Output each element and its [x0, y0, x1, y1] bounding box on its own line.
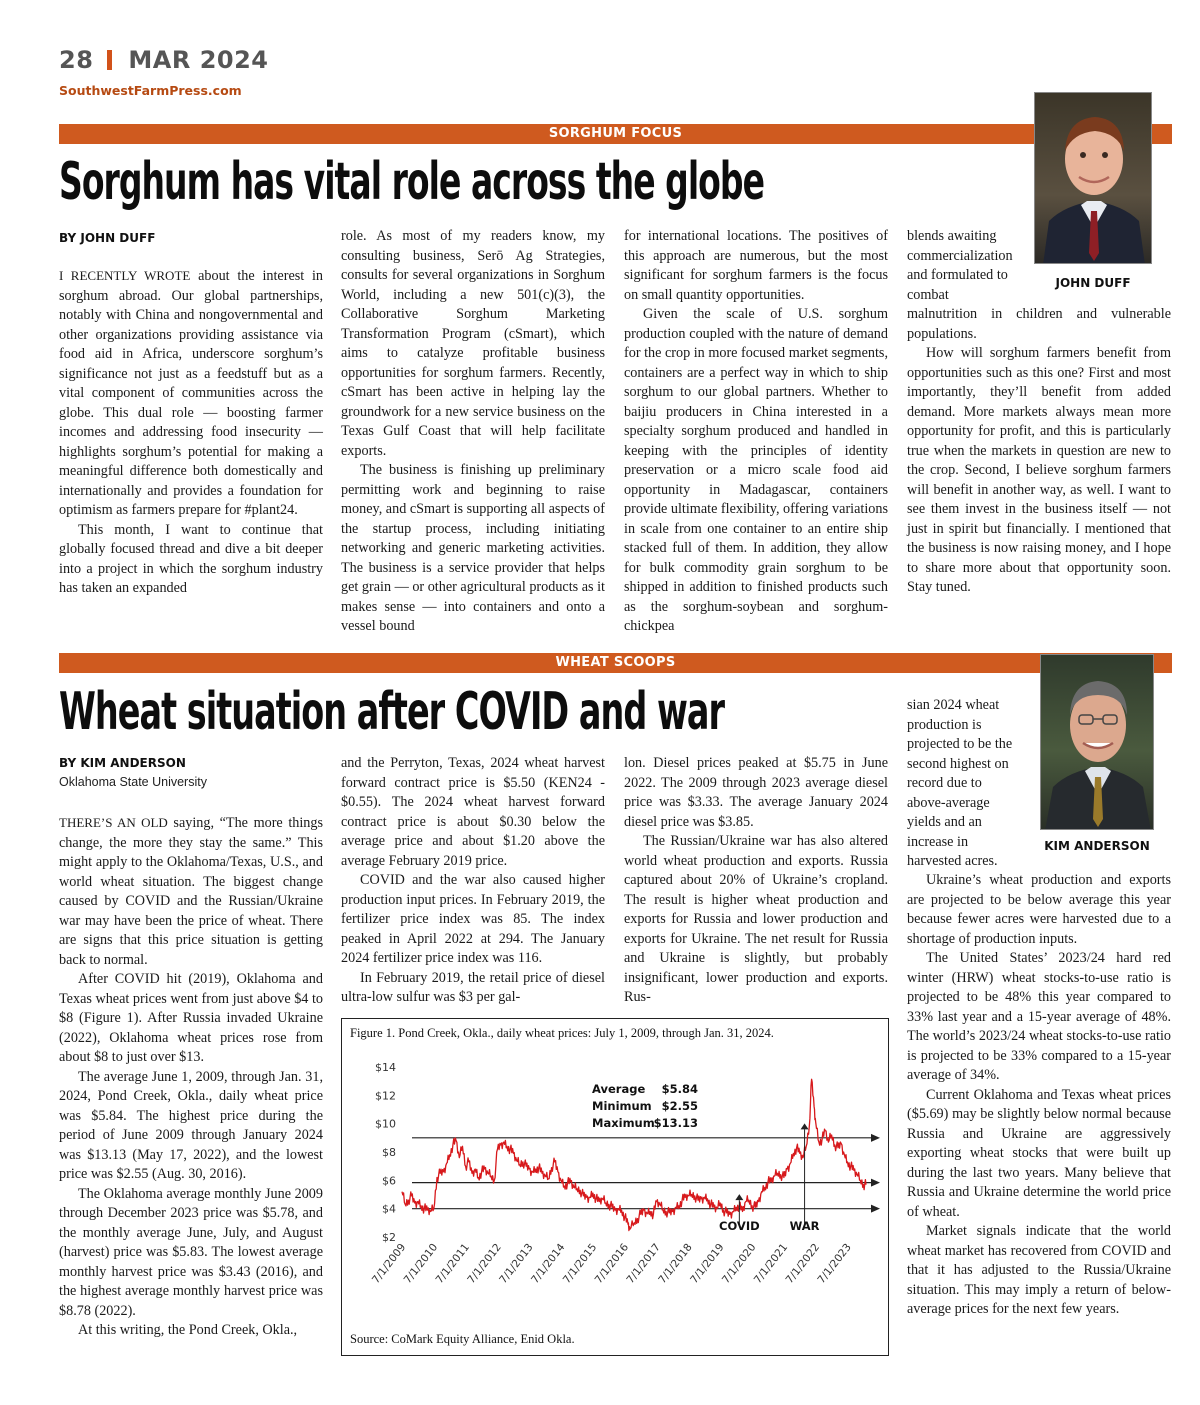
y-tick-label: $4	[382, 1202, 396, 1216]
author-photo-john-duff	[1034, 92, 1152, 264]
paragraph: and the Perryton, Texas, 2024 wheat harvest forward contract price is $5.50 (KEN24 - $0.55). The 2024 wheat harvest forward contract price is about $0.30 below the average price and about $1.20 above the average February 2019 price.	[341, 755, 605, 869]
paragraph: The United States’ 2023/24 hard red winter (HRW) wheat stocks-to-use ratio is projected to be 48% this year compared to 33% last year and a 15-year average of 48%. The world’s 2023/24 wheat stocks-to-use ratio is projected to be 33% compared to a 15-year average of 34%.	[907, 950, 1171, 1083]
paragraph: blends awaiting commercialization and formulated to combat	[907, 228, 1013, 303]
wheat-column-3	[624, 754, 888, 1008]
y-tick-label: $2	[382, 1231, 396, 1244]
annotation-label: WAR	[789, 1219, 820, 1233]
section-label: WHEAT SCOOPS	[555, 655, 676, 670]
x-tick-label: 7/1/2010	[401, 1241, 441, 1287]
x-tick-label: 7/1/2020	[719, 1241, 759, 1287]
paragraph: The business is finishing up preliminary permitting work and beginning to raise money, and cSmart is supporting all aspects of the startup process, including initiating networking and generic marketing activities. The business is a service provider that helps get grain — or other agricultural products as it makes sense — into containers and onto a vessel bound	[341, 462, 605, 634]
paragraph-text: about the interest in sorghum abroad. Our global partnerships, notably with China and nongovernmental and other organizations providing assistance via food aid in Africa, underscore sorghum’s significance not just as a feedstuff but as a vital component of communities across the globe. This dual role — boosting farmer incomes and addressing food insecurity — highlights sorghum’s potential for making a meaningful difference both domestically and internationally and provides a foundation for optimism as farmers prepare for #plant24.	[59, 268, 323, 518]
y-tick-label: $6	[382, 1174, 396, 1188]
sorghum-column-2	[341, 227, 605, 637]
sorghum-column-4	[907, 305, 1171, 598]
byline-sorghum: BY JOHN DUFF	[59, 231, 156, 245]
y-tick-label: $8	[382, 1146, 396, 1159]
paragraph: The average June 1, 2009, through Jan. 31, 2024, Pond Creek, Okla., daily wheat price was $5.84. The highest price during the period of June 2009 through January 2024 was $13.13 (May 17, 2022), and the lowest price was $2.55 (Aug. 30, 2016).	[59, 1068, 323, 1182]
x-tick-label: 7/1/2015	[560, 1241, 600, 1287]
paragraph: Market signals indicate that the world wheat market has recovered from COVID and that it has adjusted to the Russia/Ukraine situation. This may imply a return of below-average prices for the next few years.	[907, 1223, 1171, 1317]
paragraph: COVID and the war also caused higher production input prices. In February 2019, the fertilizer price index was 85. The index peaked in April 2022 at 294. The January 2024 fertilizer price index was 116.	[341, 872, 605, 966]
paragraph: The Oklahoma average monthly June 2009 through December 2023 price was $5.78, and the monthly average June, July, and August (harvest) price was $5.83. The lowest average monthly harvest price was $3.43 (2016), and the highest average monthly harvest price was $8.78 (2022).	[59, 1185, 323, 1319]
author-affiliation: Oklahoma State University	[59, 775, 207, 789]
headline-wheat: Wheat situation after COVID and war	[59, 682, 725, 742]
author-photo-kim-anderson	[1040, 654, 1154, 830]
y-tick-label: $12	[375, 1089, 396, 1103]
stat-label: Maximum	[592, 1116, 655, 1130]
paragraph: At this writing, the Pond Creek, Okla.,	[78, 1322, 298, 1338]
y-tick-label: $10	[375, 1117, 396, 1131]
portrait-illustration	[1035, 93, 1152, 264]
figure-source: Source: CoMark Equity Alliance, Enid Okla.	[350, 1332, 575, 1346]
x-tick-label: 7/1/2013	[497, 1241, 536, 1287]
section-band-sorghum	[59, 124, 1172, 144]
portrait-illustration	[1041, 655, 1154, 830]
x-tick-label: 7/1/2014	[528, 1241, 568, 1287]
paragraph: After COVID hit (2019), Oklahoma and Texas wheat prices went from just above $4 to $8 (Figure 1). After Russia invaded Ukraine (2022), Oklahoma wheat prices rose from about $8 to just over $13.	[59, 971, 323, 1065]
reference-arrow-average	[871, 1179, 880, 1187]
x-tick-label: 7/1/2012	[465, 1241, 504, 1287]
page-folio	[59, 46, 269, 74]
wheat-column-4-narrow	[907, 696, 1019, 872]
x-tick-label: 7/1/2022	[783, 1241, 823, 1287]
reference-arrow-minimum	[871, 1205, 880, 1213]
folio-divider	[107, 50, 112, 70]
paragraph: sian 2024 wheat production is projected to be the second highest on record due to above-average yields and an increase in harvested acres.	[907, 697, 1013, 869]
paragraph: This month, I want to continue that globally focused thread and dive a bit deeper into a project in which the sorghum industry has taken an expanded	[59, 521, 323, 596]
x-tick-label: 7/1/2018	[656, 1241, 695, 1287]
x-tick-label: 7/1/2011	[433, 1241, 473, 1287]
section-band-wheat	[59, 653, 1172, 673]
paragraph: lon. Diesel prices peaked at $5.75 in June 2022. The 2009 through 2023 average diesel price was $3.33. The average January 2024 diesel price was $3.85.	[624, 755, 888, 830]
stat-label: Average	[592, 1082, 646, 1096]
paragraph: Ukraine’s wheat production and exports are projected to be below average this year because fewer acres were harvested due to a shortage of production inputs.	[907, 872, 1171, 947]
paragraph: Given the scale of U.S. sorghum production coupled with the nature of demand for the crop in more focused market segments, containers are a perfect way in which to ship sorghum to our global partners. Whether to baijiu producers in China interested in a specialty sorghum produced and handled in keeping with the principles of identity preservation or a micro scale food aid opportunity in Madagascar, containers provide ultimate flexibility, offering variations in scale from one container to an entire ship stacked full of them. In addition, they allow for bulk commodity grain sorghum to be shipped in addition to finished products such as the sorghum-soybean and sorghum-chickpea	[624, 306, 888, 634]
figure-wheat-prices	[341, 1018, 889, 1356]
x-tick-label: 7/1/2009	[369, 1241, 409, 1287]
paragraph: for international locations. The positives of this approach are numerous, but the most significant for sorghum farmers is the focus on small quantity opportunities.	[624, 228, 888, 303]
paragraph: Current Oklahoma and Texas wheat prices ($5.69) may be slightly below normal because Russia and Ukraine are aggressively exporting wheat stocks that were built up during the last two years. Many believe that Russia and Ukraine determine the world price of wheat.	[907, 1086, 1171, 1220]
lead-in: I RECENTLY WROTE	[59, 268, 191, 283]
headline-sorghum: Sorghum has vital role across the globe	[59, 152, 764, 212]
sorghum-column-1	[59, 266, 323, 599]
annotation-arrowhead	[735, 1194, 743, 1200]
paragraph	[59, 813, 323, 970]
photo-caption-john-duff: JOHN DUFF	[1055, 276, 1131, 290]
paragraph	[59, 266, 323, 521]
issue-date: MAR 2024	[128, 46, 269, 74]
paragraph: The Russian/Ukraine war has also altered world wheat production and exports. Russia captured about 20% of Ukraine’s cropland. The result is higher wheat production and exports for Russia and lower production and exports for Ukraine. The net result for Russia and Ukraine is slightly, but probably insignificant, lower production and exports. Rus-	[624, 833, 888, 1005]
reference-arrow-maximum	[871, 1134, 880, 1142]
annotation-arrowhead	[801, 1123, 809, 1129]
page-number: 28	[59, 46, 94, 74]
lead-in: THERE’S AN OLD	[59, 815, 168, 830]
site-url[interactable]: SouthwestFarmPress.com	[59, 83, 242, 98]
wheat-column-4	[907, 871, 1171, 1320]
stat-value: $13.13	[653, 1116, 698, 1130]
sorghum-column-3	[624, 227, 888, 637]
paragraph: malnutrition in children and vulnerable populations.	[907, 306, 1171, 342]
paragraph: role. As most of my readers know, my consulting business, Serō Ag Strategies, consults for several organizations in Sorghum World, including a new 501(c)(3), the Collaborative Sorghum Marketing Transformation Program (cSmart), which aims to catalyze profitable business opportunities for sorghum farmers. Recently, cSmart has been active in helping lay the groundwork for a new service business on the Texas Gulf Coast that will help facilitate exports.	[341, 228, 605, 459]
x-tick-label: 7/1/2016	[592, 1241, 632, 1287]
photo-caption-kim-anderson: KIM ANDERSON	[1044, 839, 1150, 853]
section-label: SORGHUM FOCUS	[548, 126, 683, 141]
price-chart	[342, 1019, 890, 1357]
paragraph-text: saying, “The more things change, the more they stay the same.” This might apply to the Oklahoma/Texas, U.S., and world wheat situation. The biggest change caused by COVID and the Russian/Ukraine war may have been the price of wheat. There are signs that this price situation is getting back to normal.	[59, 815, 324, 968]
stat-label: Minimum	[592, 1099, 652, 1113]
paragraph: How will sorghum farmers benefit from opportunities such as this one? First and most importantly, they’ll benefit from added demand. More markets always mean more opportunity for profit, and this is particularly true when the markets in question are new to the crop. Second, I believe sorghum farmers will benefit in another way, as well. I want to see them invest in the business itself — not just in spirit but financially. I mentioned that the business is now raising money, and I hope to share more about that opportunity soon. Stay tuned.	[907, 345, 1171, 595]
x-tick-label: 7/1/2019	[688, 1241, 727, 1287]
x-tick-label: 7/1/2021	[751, 1241, 791, 1287]
annotation-label: COVID	[719, 1219, 760, 1233]
stat-value: $2.55	[661, 1099, 698, 1113]
x-tick-label: 7/1/2023	[815, 1241, 854, 1287]
y-tick-label: $14	[375, 1061, 396, 1074]
sorghum-column-4-narrow	[907, 227, 1017, 305]
paragraph: In February 2019, the retail price of diesel ultra-low sulfur was $3 per gal-	[341, 969, 605, 1005]
figure-title: Figure 1. Pond Creek, Okla., daily wheat prices: July 1, 2009, through Jan. 31, 2024.	[350, 1026, 774, 1040]
wheat-column-1	[59, 813, 323, 1341]
wheat-column-2	[341, 754, 605, 1008]
x-tick-label: 7/1/2017	[624, 1241, 663, 1287]
stat-value: $5.84	[661, 1082, 698, 1096]
byline-wheat: BY KIM ANDERSON	[59, 756, 186, 770]
